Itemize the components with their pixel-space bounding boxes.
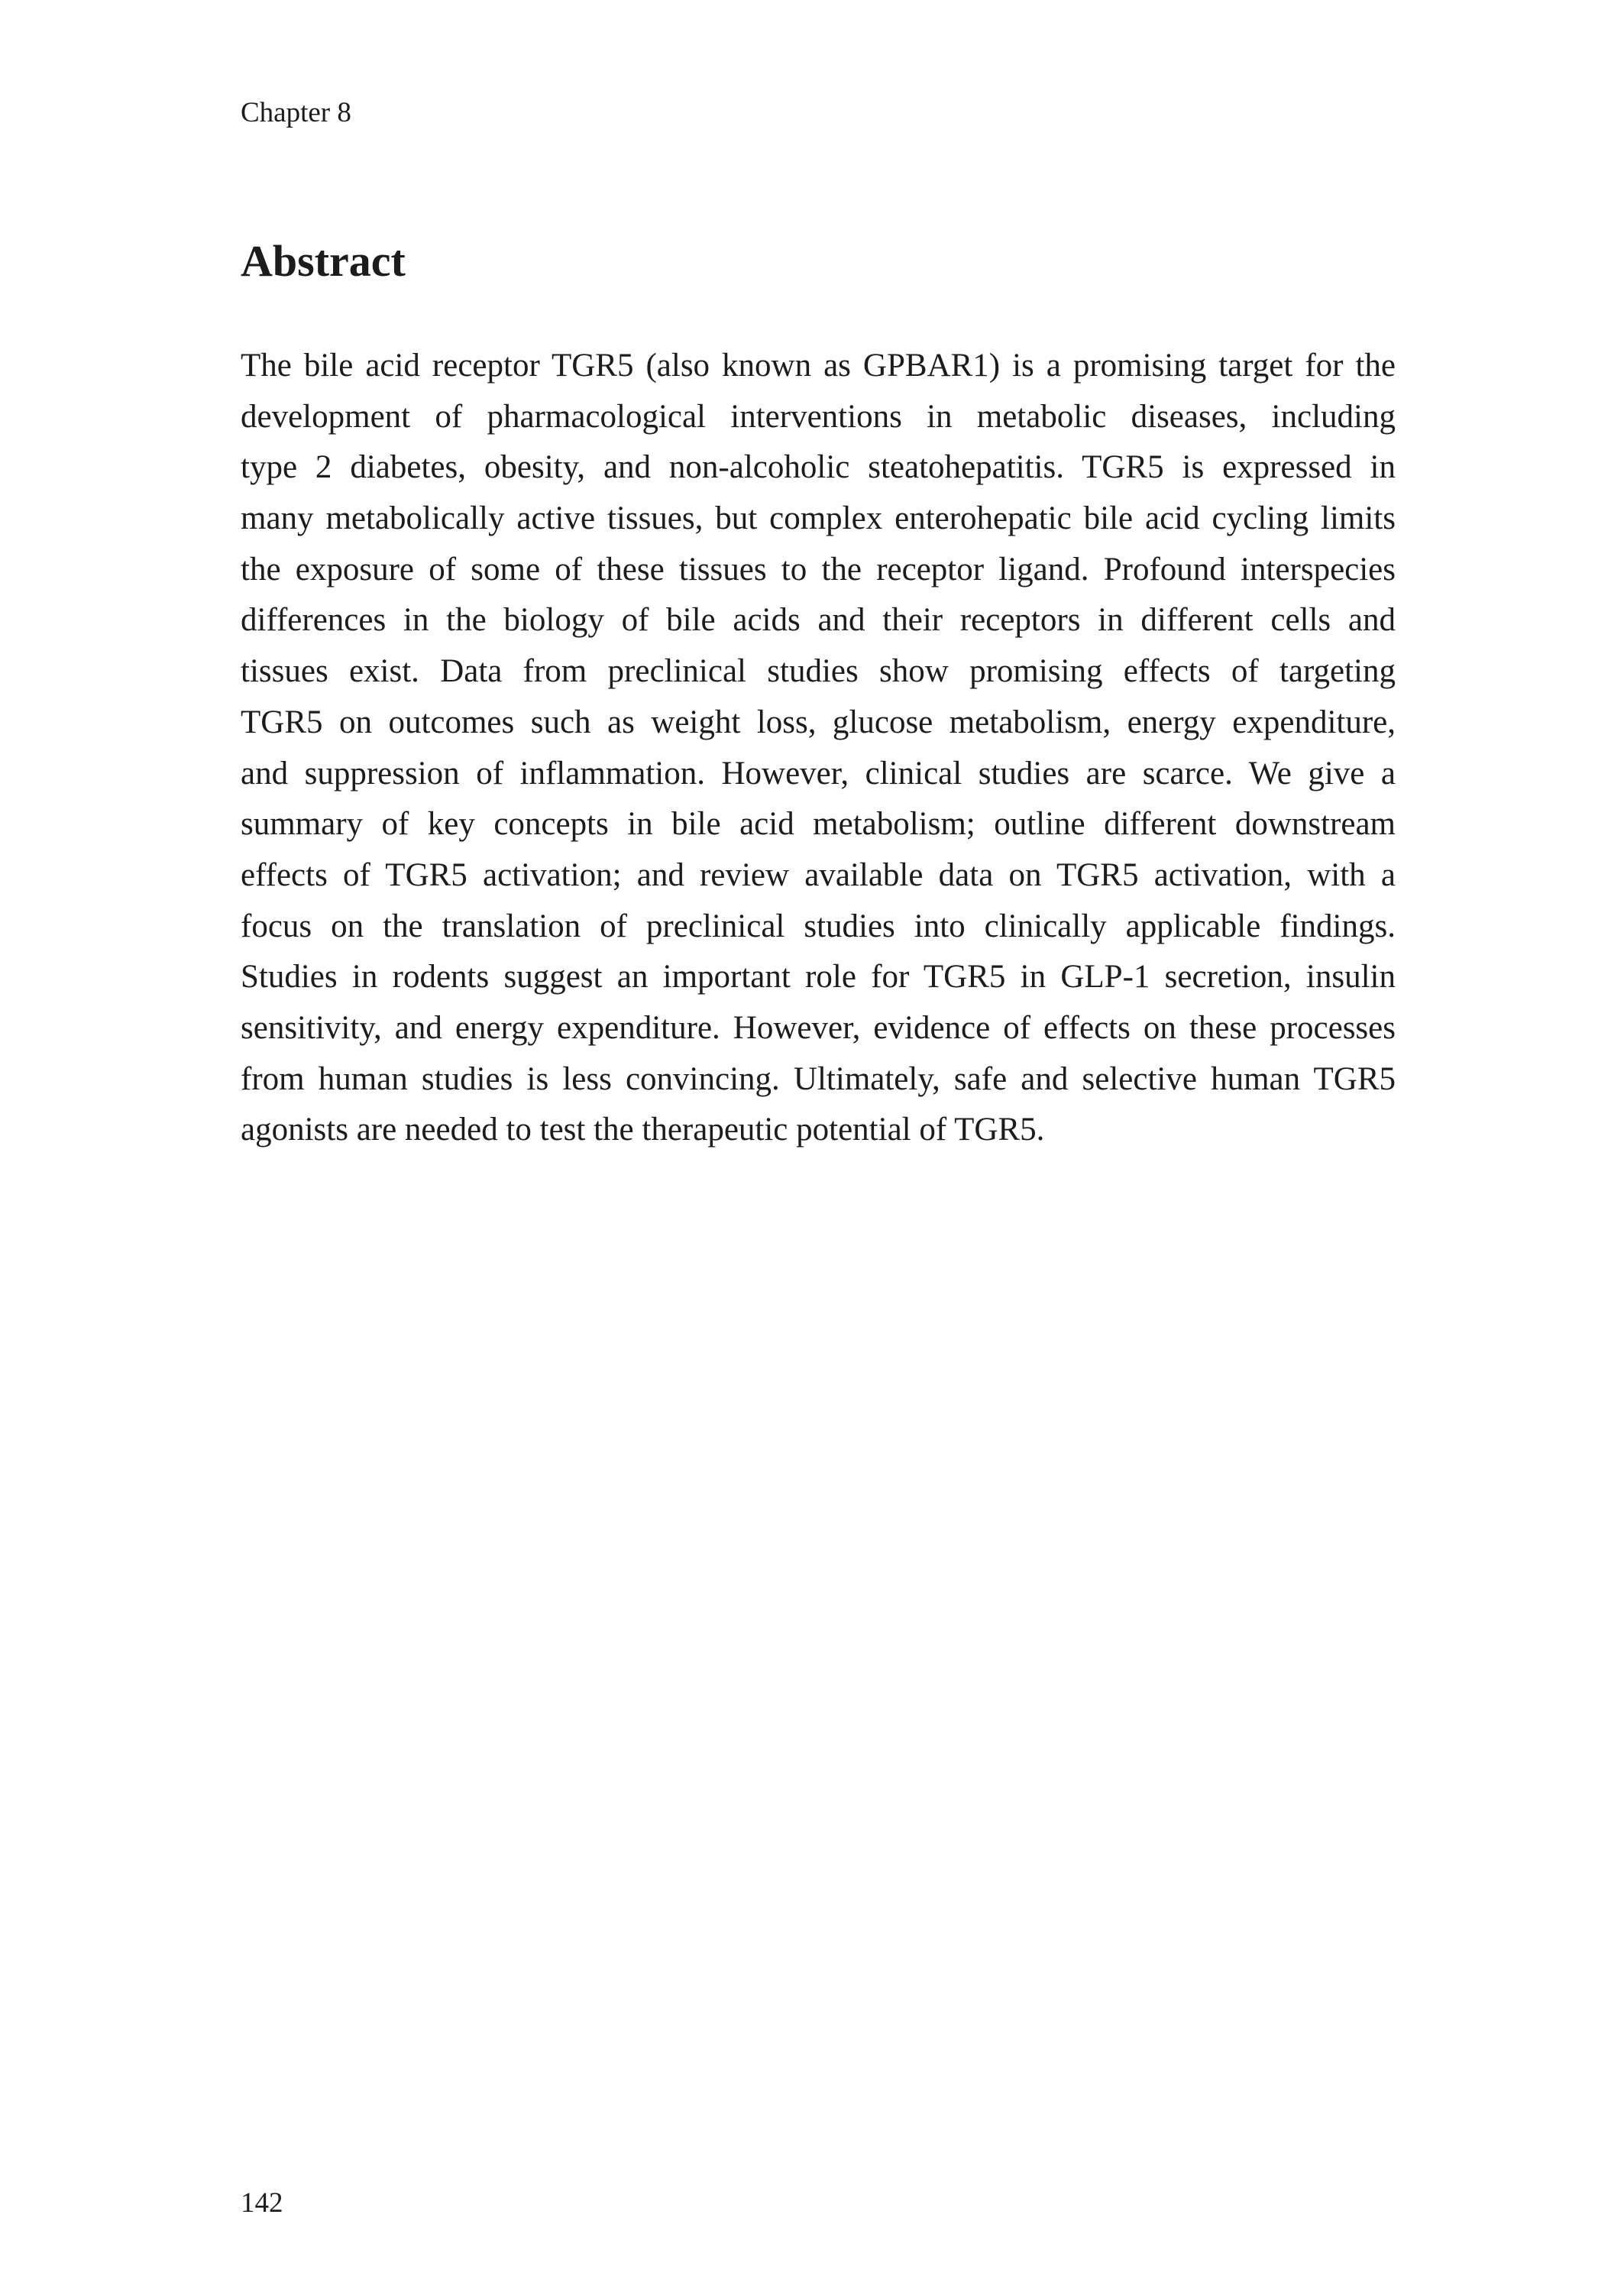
section-title: Abstract (241, 236, 406, 286)
abstract-line: development of pharmacological interventions in metabolic diseases, including (241, 398, 1396, 435)
abstract-line: type 2 diabetes, obesity, and non-alcoholic steatohepatitis. TGR5 is expressed in (241, 449, 1396, 486)
abstract-line: TGR5 on outcomes such as weight loss, glucose metabolism, energy expenditure, (241, 704, 1396, 740)
abstract-line: summary of key concepts in bile acid metabolism; outline different downstream (241, 806, 1396, 843)
abstract-line: The bile acid receptor TGR5 (also known as GPBAR1) is a promising target for the (241, 348, 1396, 384)
abstract-line: the exposure of some of these tissues to the receptor ligand. Profound interspecies (241, 551, 1396, 588)
abstract-line: and suppression of inflammation. However, clinical studies are scarce. We give a (241, 755, 1396, 792)
abstract-line: focus on the translation of preclinical studies into clinically applicable findings. (241, 908, 1396, 944)
abstract-line: many metabolically active tissues, but complex enterohepatic bile acid cycling limits (241, 500, 1396, 537)
running-header-chapter: Chapter 8 (241, 97, 351, 128)
abstract-paragraph (241, 341, 1396, 1156)
abstract-line: sensitivity, and energy expenditure. However, evidence of effects on these processes (241, 1009, 1396, 1046)
abstract-line: Studies in rodents suggest an important role for TGR5 in GLP-1 secretion, insulin (241, 959, 1396, 995)
abstract-line: effects of TGR5 activation; and review available data on TGR5 activation, with a (241, 856, 1396, 893)
abstract-line: from human studies is less convincing. Ultimately, safe and selective human TGR5 (241, 1060, 1396, 1097)
abstract-line: agonists are needed to test the therapeutic potential of TGR5. (241, 1112, 1045, 1148)
abstract-line: differences in the biology of bile acids and their receptors in different cells and (241, 602, 1396, 639)
abstract-line: tissues exist. Data from preclinical studies show promising effects of targeting (241, 653, 1396, 690)
page-number: 142 (241, 2187, 283, 2219)
